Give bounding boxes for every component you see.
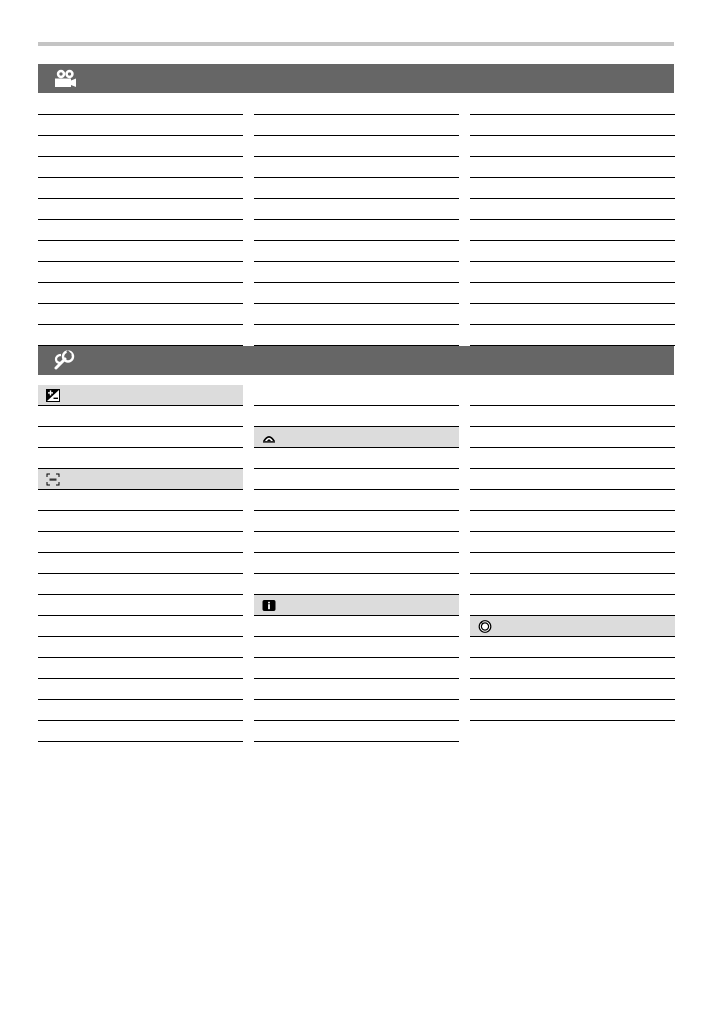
table-row	[470, 385, 675, 406]
table-row	[38, 157, 243, 178]
table-row	[38, 490, 243, 511]
table-row	[470, 469, 675, 490]
table-row	[38, 553, 243, 574]
table-row	[470, 532, 675, 553]
group-header-row	[254, 427, 459, 448]
table-row	[470, 637, 675, 658]
group-header-row	[470, 616, 675, 637]
movie-camera-icon	[52, 68, 78, 90]
table-row	[470, 178, 675, 199]
table-row	[470, 574, 675, 595]
top-rule	[38, 42, 674, 46]
table-row	[254, 262, 459, 283]
table-row	[254, 658, 459, 679]
group-header-row	[38, 469, 243, 490]
info-icon	[262, 599, 276, 612]
table-row	[470, 199, 675, 220]
table-row	[38, 136, 243, 157]
table-row	[38, 637, 243, 658]
table-row	[254, 721, 459, 742]
table-row	[254, 616, 459, 637]
table-row	[470, 406, 675, 427]
table-row	[254, 469, 459, 490]
table-row	[254, 115, 459, 136]
table-row	[38, 304, 243, 325]
table-row	[254, 700, 459, 721]
table-row	[470, 658, 675, 679]
table-row	[38, 700, 243, 721]
table-row	[254, 532, 459, 553]
focus-frame-icon	[46, 473, 60, 486]
wifi-eye-icon	[262, 431, 276, 444]
table-row	[38, 427, 243, 448]
table-row	[254, 136, 459, 157]
table-row	[38, 178, 243, 199]
table-row	[470, 283, 675, 304]
wrench-custom-icon	[52, 350, 78, 372]
table-row	[38, 721, 243, 742]
table-row	[254, 304, 459, 325]
table-row	[38, 94, 243, 115]
motion-column-1	[38, 94, 243, 346]
table-row	[38, 199, 243, 220]
section-header-motion-picture	[38, 64, 674, 93]
table-row	[470, 553, 675, 574]
table-row	[470, 241, 675, 262]
table-row	[254, 283, 459, 304]
table-row	[470, 679, 675, 700]
table-row	[254, 406, 459, 427]
table-row	[254, 220, 459, 241]
table-row	[470, 115, 675, 136]
table-row	[470, 595, 675, 616]
table-row	[254, 490, 459, 511]
table-row	[38, 241, 243, 262]
group-header-row	[254, 595, 459, 616]
table-row	[254, 637, 459, 658]
table-row	[38, 574, 243, 595]
custom-column-3	[470, 385, 675, 721]
motion-column-3	[470, 94, 675, 346]
table-row	[470, 136, 675, 157]
table-row	[38, 115, 243, 136]
table-row	[254, 553, 459, 574]
table-row	[38, 679, 243, 700]
table-row	[254, 511, 459, 532]
table-row	[38, 511, 243, 532]
table-row	[470, 325, 675, 346]
custom-column-1	[38, 385, 243, 742]
exposure-compensation-icon	[46, 389, 60, 402]
table-row	[470, 157, 675, 178]
dial-icon	[478, 620, 492, 633]
table-row	[254, 94, 459, 115]
custom-column-2	[254, 385, 459, 742]
table-row	[38, 220, 243, 241]
table-row	[470, 427, 675, 448]
table-row	[470, 304, 675, 325]
table-row	[38, 595, 243, 616]
table-row	[254, 574, 459, 595]
table-row	[470, 220, 675, 241]
table-row	[38, 532, 243, 553]
table-row	[38, 262, 243, 283]
table-row	[38, 406, 243, 427]
table-row	[254, 679, 459, 700]
table-row	[470, 94, 675, 115]
table-row	[470, 700, 675, 721]
table-row	[254, 241, 459, 262]
table-row	[254, 448, 459, 469]
table-row	[470, 490, 675, 511]
table-row	[470, 511, 675, 532]
group-header-row	[38, 385, 243, 406]
table-row	[38, 283, 243, 304]
section-header-custom	[38, 346, 674, 375]
table-row	[38, 448, 243, 469]
table-row	[38, 325, 243, 346]
table-row	[470, 262, 675, 283]
table-row	[38, 658, 243, 679]
table-row	[254, 178, 459, 199]
table-row	[38, 616, 243, 637]
table-row	[254, 157, 459, 178]
table-row	[254, 199, 459, 220]
table-row	[254, 385, 459, 406]
table-row	[470, 448, 675, 469]
motion-column-2	[254, 94, 459, 346]
table-row	[254, 325, 459, 346]
